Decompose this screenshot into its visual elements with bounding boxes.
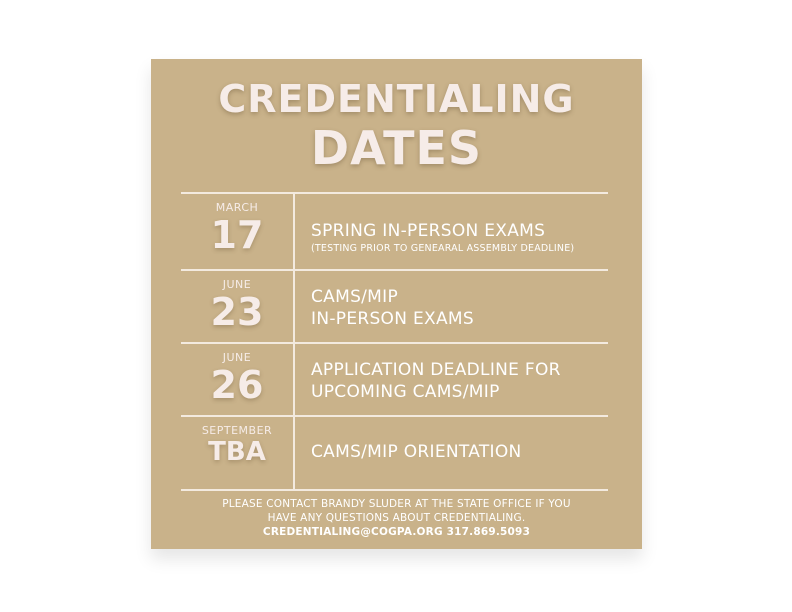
event-subtitle: UPCOMING CAMS/MIP — [311, 382, 500, 402]
event-description — [311, 286, 474, 330]
divider — [181, 415, 608, 417]
title-line-2: DATES — [310, 121, 483, 175]
event-title: SPRING IN-PERSON EXAMS — [311, 221, 546, 241]
event-description — [311, 220, 574, 255]
event-date — [181, 425, 293, 467]
title-line-1: CREDENTIALING — [218, 77, 575, 121]
footer-line-1: PLEASE CONTACT BRANDY SLUDER AT THE STATE OFFICE IF YOU — [222, 498, 571, 510]
event-description — [311, 359, 561, 403]
column-divider — [293, 192, 295, 491]
event-month: JUNE — [222, 351, 252, 364]
event-title: APPLICATION DEADLINE FOR — [311, 360, 561, 380]
event-day: 26 — [210, 363, 264, 407]
footer-line-2: HAVE ANY QUESTIONS ABOUT CREDENTIALING. — [267, 512, 526, 524]
event-month: MARCH — [215, 201, 259, 214]
contact-info: CREDENTIALING@COGPA.ORG 317.869.5093 — [262, 526, 531, 538]
event-day: 17 — [210, 213, 264, 257]
event-description — [311, 441, 522, 463]
event-month: SEPTEMBER — [201, 424, 273, 437]
event-title: CAMS/MIP — [311, 287, 399, 307]
event-subtitle: IN-PERSON EXAMS — [311, 309, 474, 329]
event-day: TBA — [208, 437, 266, 467]
credentialing-card — [151, 59, 642, 549]
divider — [181, 489, 608, 491]
event-day: 23 — [210, 290, 264, 334]
divider — [181, 269, 608, 271]
divider — [181, 342, 608, 344]
event-date — [181, 279, 293, 333]
event-date — [181, 202, 293, 256]
event-note: (TESTING PRIOR TO GENEARAL ASSEMBLY DEADLINE) — [311, 243, 575, 254]
event-month: JUNE — [222, 278, 252, 291]
divider — [181, 192, 608, 194]
event-title: CAMS/MIP ORIENTATION — [311, 442, 522, 462]
event-date — [181, 352, 293, 406]
footer — [151, 497, 642, 539]
